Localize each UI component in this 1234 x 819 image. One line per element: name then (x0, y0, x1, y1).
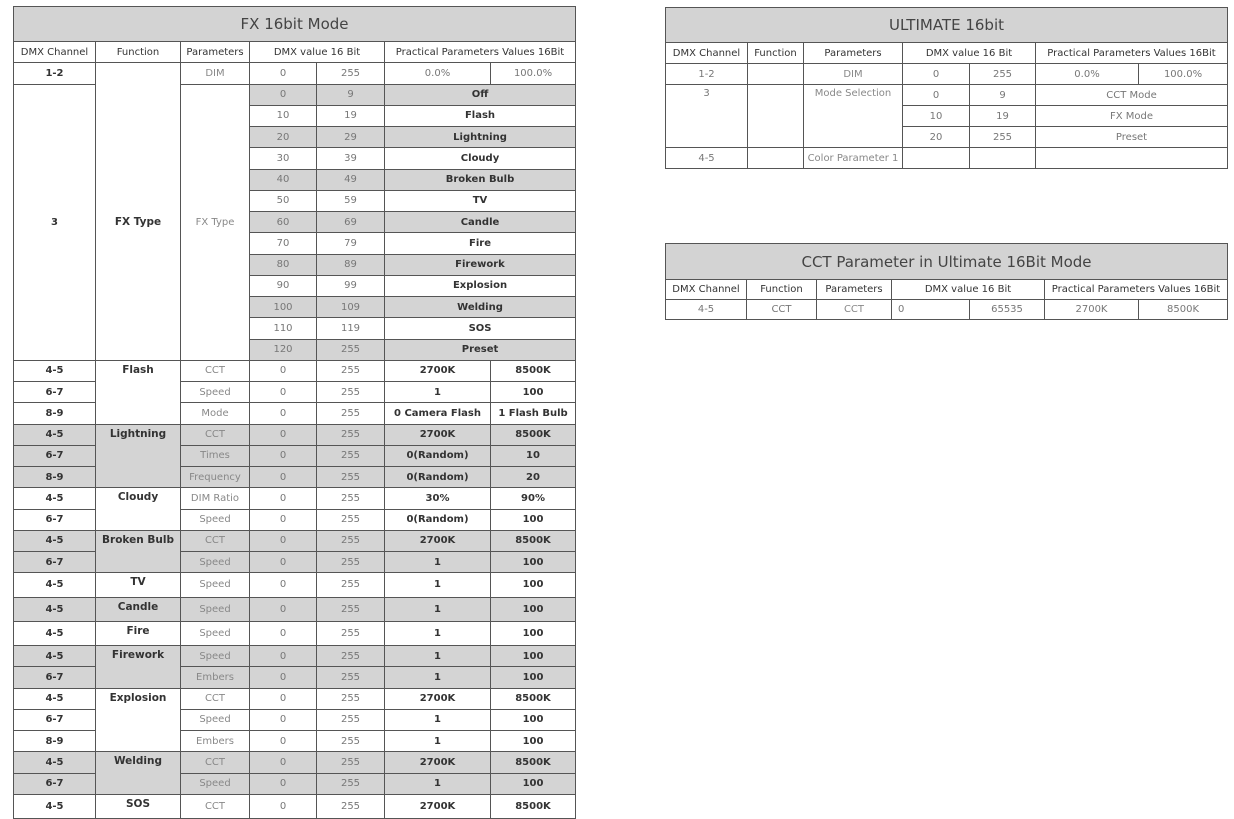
channel-cell: 4-5 (14, 530, 96, 551)
dmx-min-cell: 0 (250, 773, 317, 794)
function-cell (748, 148, 804, 169)
function-cell: Explosion (96, 688, 181, 752)
param-cell: Color Parameter 1 (804, 148, 903, 169)
table-row (14, 63, 576, 84)
fx-type-label-cell: Preset (385, 339, 576, 360)
table-row (666, 300, 1228, 320)
table-title: FX 16bit Mode (14, 7, 576, 42)
header-practical-values: Practical Parameters Values 16Bit (385, 42, 576, 63)
dmx-max-cell: 109 (317, 297, 385, 318)
channel-cell: 8-9 (14, 403, 96, 424)
param-cell: Speed (181, 709, 250, 730)
header-parameters: Parameters (817, 280, 892, 300)
function-cell: SOS (96, 794, 181, 818)
dmx-max-cell: 255 (317, 573, 385, 597)
dmx-min-cell: 70 (250, 233, 317, 254)
param-cell: Mode (181, 403, 250, 424)
table-row (14, 752, 576, 773)
function-cell: Flash (96, 360, 181, 424)
dmx-min-cell: 100 (250, 297, 317, 318)
dmx-max-cell: 255 (317, 530, 385, 551)
practical-min-cell: 0(Random) (385, 445, 491, 466)
channel-cell: 1-2 (14, 63, 96, 84)
function-cell: TV (96, 573, 181, 597)
fx-type-label-cell: Off (385, 84, 576, 105)
practical-min-cell: 1 (385, 573, 491, 597)
header-dmx-channel: DMX Channel (14, 42, 96, 63)
practical-max-cell: 8500K (491, 424, 576, 445)
header-function: Function (748, 43, 804, 64)
dmx-max-cell: 19 (970, 106, 1036, 127)
practical-max-cell: 100 (491, 621, 576, 645)
dmx-max-cell: 89 (317, 254, 385, 275)
header-dmx-channel: DMX Channel (666, 43, 748, 64)
practical-max-cell: 100 (491, 382, 576, 403)
practical-max-cell: 100 (491, 731, 576, 752)
table-row (14, 621, 576, 645)
practical-min-cell: 2700K (385, 360, 491, 381)
practical-max-cell: 100 (491, 597, 576, 621)
practical-min-cell: 1 (385, 621, 491, 645)
dmx-min-cell: 0 (250, 467, 317, 488)
dmx-min-cell (903, 148, 970, 169)
dmx-min-cell: 0 (250, 573, 317, 597)
practical-min-cell: 2700K (385, 752, 491, 773)
practical-max-cell: 100.0% (491, 63, 576, 84)
practical-max-cell: 8500K (491, 794, 576, 818)
dmx-max-cell: 255 (970, 64, 1036, 85)
table-row (14, 424, 576, 445)
channel-cell: 6-7 (14, 709, 96, 730)
header-parameters: Parameters (804, 43, 903, 64)
practical-min-cell: 0.0% (1036, 64, 1139, 85)
param-cell: DIM (804, 64, 903, 85)
dmx-max-cell: 255 (317, 773, 385, 794)
dmx-min-cell: 0 (250, 621, 317, 645)
dmx-max-cell: 9 (970, 85, 1036, 106)
param-cell: CCT (817, 300, 892, 320)
dmx-max-cell: 255 (317, 424, 385, 445)
practical-max-cell: 100 (491, 773, 576, 794)
dmx-min-cell: 0 (250, 646, 317, 667)
practical-label-cell (1036, 148, 1228, 169)
dmx-min-cell: 0 (250, 709, 317, 730)
dmx-max-cell: 49 (317, 169, 385, 190)
channel-cell: 4-5 (14, 488, 96, 509)
practical-max-cell: 100 (491, 646, 576, 667)
practical-min-cell: 2700K (385, 424, 491, 445)
param-cell: Speed (181, 646, 250, 667)
param-cell: CCT (181, 360, 250, 381)
practical-min-cell: 1 (385, 646, 491, 667)
practical-max-cell: 10 (491, 445, 576, 466)
dmx-min-cell: 0 (250, 731, 317, 752)
dmx-min-cell: 10 (903, 106, 970, 127)
channel-cell: 3 (666, 85, 748, 148)
param-cell: Speed (181, 509, 250, 530)
function-cell: CCT (747, 300, 817, 320)
practical-max-cell: 8500K (491, 360, 576, 381)
channel-cell: 6-7 (14, 667, 96, 688)
dmx-min-cell: 0 (250, 530, 317, 551)
function-cell: Welding (96, 752, 181, 795)
dmx-max-cell: 79 (317, 233, 385, 254)
practical-max-cell: 100.0% (1139, 64, 1228, 85)
param-cell: Speed (181, 773, 250, 794)
dmx-max-cell (970, 148, 1036, 169)
dmx-min-cell: 0 (250, 382, 317, 403)
table-row (666, 85, 1228, 106)
param-cell: Speed (181, 621, 250, 645)
dmx-min-cell: 0 (892, 300, 970, 320)
dmx-max-cell: 255 (317, 709, 385, 730)
dmx-min-cell: 10 (250, 105, 317, 126)
dmx-min-cell: 0 (250, 688, 317, 709)
channel-cell: 4-5 (14, 688, 96, 709)
function-cell (96, 63, 181, 84)
fx-type-label-cell: Lightning (385, 127, 576, 148)
practical-max-cell: 100 (491, 709, 576, 730)
fx-type-label-cell: TV (385, 190, 576, 211)
dmx-max-cell: 255 (317, 752, 385, 773)
dmx-max-cell: 255 (317, 488, 385, 509)
channel-cell: 4-5 (14, 752, 96, 773)
dmx-max-cell: 255 (317, 794, 385, 818)
practical-min-cell: 1 (385, 382, 491, 403)
dmx-max-cell: 255 (317, 509, 385, 530)
dmx-max-cell: 255 (317, 731, 385, 752)
practical-max-cell: 100 (491, 552, 576, 573)
dmx-min-cell: 50 (250, 190, 317, 211)
param-cell: FX Type (181, 84, 250, 360)
dmx-min-cell: 0 (250, 794, 317, 818)
dmx-max-cell: 255 (317, 339, 385, 360)
practical-min-cell: 1 (385, 709, 491, 730)
channel-cell: 4-5 (14, 573, 96, 597)
dmx-min-cell: 120 (250, 339, 317, 360)
fx-16bit-mode-table (13, 6, 576, 819)
dmx-min-cell: 0 (250, 488, 317, 509)
function-cell: Cloudy (96, 488, 181, 531)
practical-min-cell: 2700K (1045, 300, 1139, 320)
param-cell: Speed (181, 597, 250, 621)
practical-max-cell: 8500K (1139, 300, 1228, 320)
channel-cell: 3 (14, 84, 96, 360)
table-title: ULTIMATE 16bit (666, 8, 1228, 43)
dmx-max-cell: 99 (317, 275, 385, 296)
fx-type-label-cell: Candle (385, 212, 576, 233)
fx-type-label-cell: Explosion (385, 275, 576, 296)
practical-min-cell: 1 (385, 597, 491, 621)
practical-max-cell: 8500K (491, 688, 576, 709)
fx-type-label-cell: Cloudy (385, 148, 576, 169)
header-dmx-value: DMX value 16 Bit (892, 280, 1045, 300)
channel-cell: 8-9 (14, 467, 96, 488)
param-cell: Speed (181, 382, 250, 403)
table-row (14, 84, 576, 105)
practical-min-cell: 1 (385, 552, 491, 573)
dmx-max-cell: 255 (970, 127, 1036, 148)
dmx-max-cell: 255 (317, 621, 385, 645)
practical-max-cell: 100 (491, 667, 576, 688)
header-function: Function (747, 280, 817, 300)
practical-max-cell: 100 (491, 509, 576, 530)
param-cell: CCT (181, 688, 250, 709)
practical-min-cell: 2700K (385, 688, 491, 709)
function-cell: Candle (96, 597, 181, 621)
fx-type-label-cell: SOS (385, 318, 576, 339)
dmx-min-cell: 0 (903, 64, 970, 85)
practical-max-cell: 90% (491, 488, 576, 509)
practical-min-cell: 30% (385, 488, 491, 509)
practical-label-cell: Preset (1036, 127, 1228, 148)
channel-cell: 6-7 (14, 773, 96, 794)
channel-cell: 6-7 (14, 552, 96, 573)
table-row (14, 488, 576, 509)
param-cell: CCT (181, 752, 250, 773)
channel-cell: 6-7 (14, 382, 96, 403)
channel-cell: 6-7 (14, 509, 96, 530)
table-row (14, 597, 576, 621)
param-cell: Embers (181, 667, 250, 688)
table-row (666, 64, 1228, 85)
param-cell: Embers (181, 731, 250, 752)
dmx-max-cell: 65535 (970, 300, 1045, 320)
function-cell: Fire (96, 621, 181, 645)
channel-cell: 4-5 (14, 360, 96, 381)
table-row (666, 148, 1228, 169)
table-row (14, 646, 576, 667)
header-practical-values: Practical Parameters Values 16Bit (1036, 43, 1228, 64)
dmx-max-cell: 255 (317, 646, 385, 667)
function-cell: FX Type (96, 84, 181, 360)
dmx-min-cell: 0 (250, 63, 317, 84)
dmx-min-cell: 0 (250, 84, 317, 105)
function-cell: Lightning (96, 424, 181, 488)
dmx-min-cell: 80 (250, 254, 317, 275)
dmx-min-cell: 0 (250, 360, 317, 381)
function-cell: Firework (96, 646, 181, 689)
channel-cell: 6-7 (14, 445, 96, 466)
dmx-min-cell: 0 (250, 552, 317, 573)
param-cell: CCT (181, 424, 250, 445)
channel-cell: 4-5 (666, 148, 748, 169)
header-practical-values: Practical Parameters Values 16Bit (1045, 280, 1228, 300)
param-cell: Mode Selection (804, 85, 903, 148)
dmx-max-cell: 119 (317, 318, 385, 339)
practical-max-cell: 20 (491, 467, 576, 488)
practical-min-cell: 0(Random) (385, 467, 491, 488)
dmx-min-cell: 0 (250, 509, 317, 530)
practical-min-cell: 1 (385, 773, 491, 794)
param-cell: DIM Ratio (181, 488, 250, 509)
channel-cell: 4-5 (14, 597, 96, 621)
dmx-max-cell: 255 (317, 688, 385, 709)
dmx-max-cell: 59 (317, 190, 385, 211)
table-row (14, 360, 576, 381)
practical-min-cell: 0 Camera Flash (385, 403, 491, 424)
dmx-min-cell: 30 (250, 148, 317, 169)
header-parameters: Parameters (181, 42, 250, 63)
dmx-min-cell: 0 (903, 85, 970, 106)
practical-min-cell: 2700K (385, 794, 491, 818)
dmx-max-cell: 19 (317, 105, 385, 126)
table-row (14, 688, 576, 709)
header-dmx-channel: DMX Channel (666, 280, 747, 300)
dmx-min-cell: 110 (250, 318, 317, 339)
dmx-max-cell: 39 (317, 148, 385, 169)
dmx-max-cell: 255 (317, 403, 385, 424)
dmx-max-cell: 255 (317, 552, 385, 573)
practical-max-cell: 8500K (491, 752, 576, 773)
ultimate-16bit-table (665, 7, 1228, 169)
channel-cell: 4-5 (14, 621, 96, 645)
channel-cell: 4-5 (14, 794, 96, 818)
channel-cell: 8-9 (14, 731, 96, 752)
fx-type-label-cell: Firework (385, 254, 576, 275)
param-cell: Speed (181, 552, 250, 573)
dmx-min-cell: 0 (250, 445, 317, 466)
practical-min-cell: 0(Random) (385, 509, 491, 530)
table-row (14, 573, 576, 597)
dmx-min-cell: 40 (250, 169, 317, 190)
dmx-max-cell: 255 (317, 382, 385, 403)
param-cell: DIM (181, 63, 250, 84)
dmx-max-cell: 255 (317, 360, 385, 381)
channel-cell: 4-5 (666, 300, 747, 320)
practical-min-cell: 2700K (385, 530, 491, 551)
practical-max-cell: 8500K (491, 530, 576, 551)
fx-type-label-cell: Broken Bulb (385, 169, 576, 190)
dmx-min-cell: 0 (250, 752, 317, 773)
dmx-min-cell: 20 (903, 127, 970, 148)
practical-max-cell: 100 (491, 573, 576, 597)
dmx-min-cell: 0 (250, 424, 317, 445)
table-row (14, 530, 576, 551)
fx-type-label-cell: Fire (385, 233, 576, 254)
dmx-max-cell: 29 (317, 127, 385, 148)
dmx-max-cell: 255 (317, 667, 385, 688)
param-cell: CCT (181, 794, 250, 818)
dmx-max-cell: 9 (317, 84, 385, 105)
practical-label-cell: FX Mode (1036, 106, 1228, 127)
param-cell: CCT (181, 530, 250, 551)
dmx-max-cell: 69 (317, 212, 385, 233)
dmx-min-cell: 20 (250, 127, 317, 148)
header-dmx-value: DMX value 16 Bit (250, 42, 385, 63)
practical-label-cell: CCT Mode (1036, 85, 1228, 106)
dmx-min-cell: 60 (250, 212, 317, 233)
function-cell (748, 85, 804, 148)
table-row (14, 794, 576, 818)
table-title: CCT Parameter in Ultimate 16Bit Mode (666, 244, 1228, 280)
param-cell: Times (181, 445, 250, 466)
practical-max-cell: 1 Flash Bulb (491, 403, 576, 424)
param-cell: Frequency (181, 467, 250, 488)
dmx-min-cell: 0 (250, 667, 317, 688)
fx-type-label-cell: Welding (385, 297, 576, 318)
dmx-max-cell: 255 (317, 597, 385, 621)
dmx-max-cell: 255 (317, 467, 385, 488)
dmx-min-cell: 0 (250, 403, 317, 424)
practical-min-cell: 0.0% (385, 63, 491, 84)
cct-parameter-table (665, 243, 1228, 320)
param-cell: Speed (181, 573, 250, 597)
header-function: Function (96, 42, 181, 63)
practical-min-cell: 1 (385, 731, 491, 752)
channel-cell: 1-2 (666, 64, 748, 85)
practical-min-cell: 1 (385, 667, 491, 688)
dmx-min-cell: 90 (250, 275, 317, 296)
dmx-min-cell: 0 (250, 597, 317, 621)
channel-cell: 4-5 (14, 646, 96, 667)
header-dmx-value: DMX value 16 Bit (903, 43, 1036, 64)
channel-cell: 4-5 (14, 424, 96, 445)
function-cell: Broken Bulb (96, 530, 181, 573)
dmx-max-cell: 255 (317, 445, 385, 466)
dmx-max-cell: 255 (317, 63, 385, 84)
function-cell (748, 64, 804, 85)
fx-type-label-cell: Flash (385, 105, 576, 126)
